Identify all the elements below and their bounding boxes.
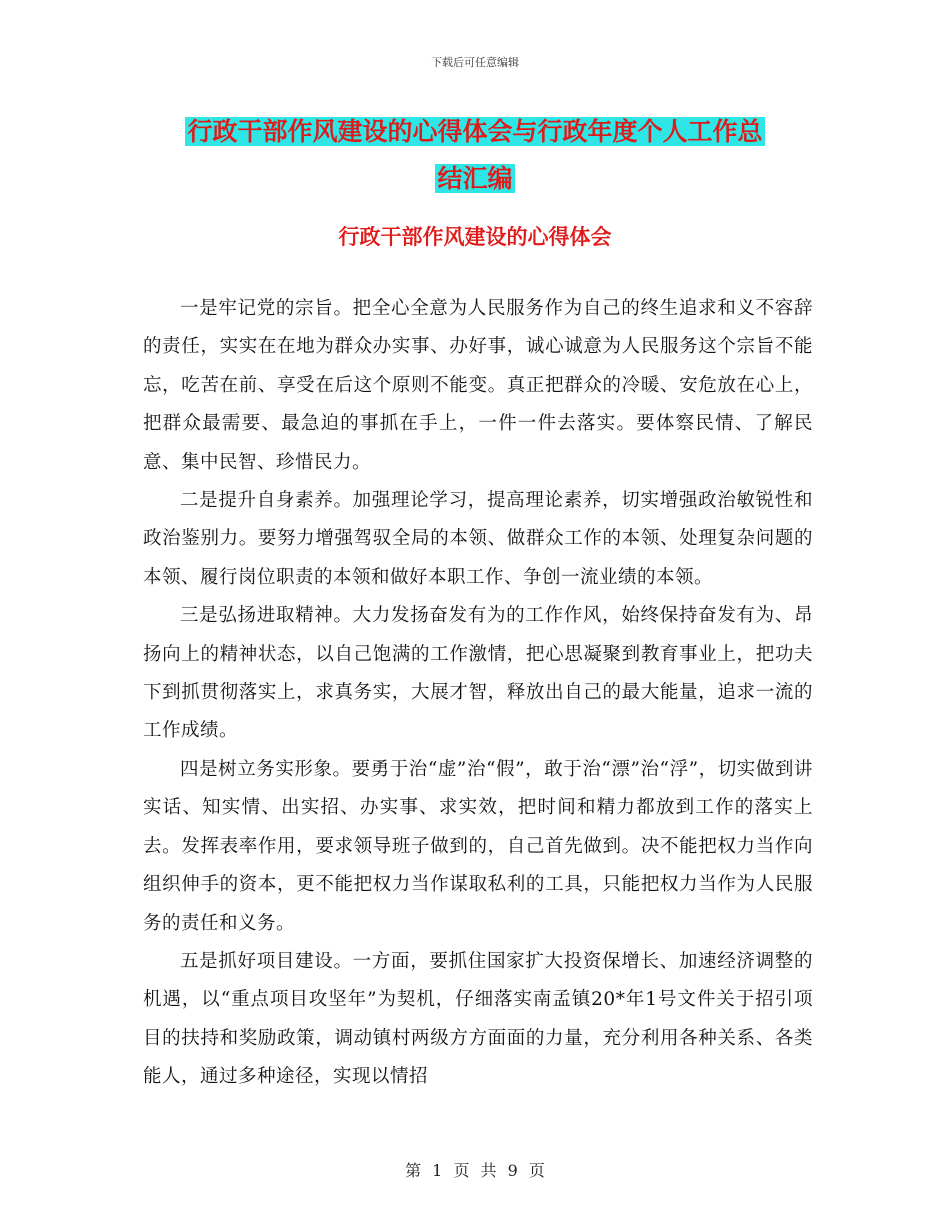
paragraph: 二是提升自身素养。加强理论学习，提高理论素养，切实增强政治敏锐性和政治鉴别力。要努力增强驾驭全局的本领、做群众工作的本领、处理复杂问题的本领、履行岗位职责的本领和做好本职工作、争创一流业绩的本领。 <box>143 490 813 588</box>
paragraph: 一是牢记党的宗旨。把全心全意为人民服务作为自己的终生追求和义不容辞的责任，实实在在地为群众办实事、办好事，诚心诚意为人民服务这个宗旨不能忘，吃苦在前、享受在后这个原则不能变。真正把群众的冷暖、安危放在心上，把群众最需要、最急迫的事抓在手上，一件一件去落实。要体察民情、了解民意、集中民智、珍惜民力。 <box>143 298 813 473</box>
header-note: 下载后可任意编辑 <box>431 56 519 69</box>
paragraph: 四是树立务实形象。要勇于治“虚”治“假”，敢于治“漂”治“浮”，切实做到讲实话、知实情、出实招、办实事、求实效，把时间和精力都放到工作的落实上去。发挥表率作用，要求领导班子做到的，自己首先做到。决不能把权力当作向组织伸手的资本，更不能把权力当作谋取私利的工具，只能把权力当作为人民服务的责任和义务。 <box>143 758 813 934</box>
document-body <box>143 290 813 1097</box>
paragraph: 五是抓好项目建设。一方面，要抓住国家扩大投资保增长、加速经济调整的机遇，以“重点项目攻坚年”为契机，仔细落实南孟镇20*年1号文件关于招引项目的扶持和奖励政策，调动镇村两级方方面面的力量，充分利用各种关系、各类能人，通过多种途径，实现以情招 <box>143 950 813 1088</box>
page-number: 第 1 页 共 9 页 <box>405 1161 545 1180</box>
document-title <box>0 108 950 202</box>
document-title-line-2: 结汇编 <box>437 164 513 193</box>
paragraph: 三是弘扬进取精神。大力发扬奋发有为的工作作风，始终保持奋发有为、昂扬向上的精神状态，以自己饱满的工作激情，把心思凝聚到教育事业上，把功夫下到抓贯彻落实上，求真务实，大展才智，释放出自己的最大能量，追求一流的工作成绩。 <box>143 605 813 742</box>
section-title: 行政干部作风建设的心得体会 <box>338 225 612 249</box>
document-title-line-1: 行政干部作风建设的心得体会与行政年度个人工作总 <box>187 117 763 146</box>
